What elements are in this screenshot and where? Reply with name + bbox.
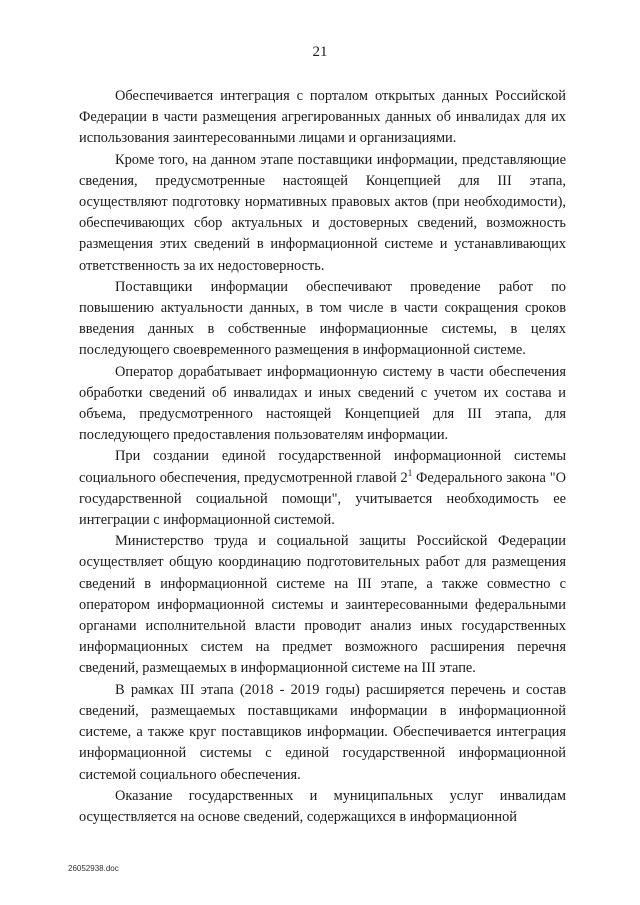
- paragraph: Кроме того, на данном этапе поставщики информации, представляющие сведения, предусмотренные настоящей Концепцией для III этапа, осуществляют подготовку нормативных правовых актов (при необходимости), обеспечивающих сбор актуальных и достоверных сведений, возможность размещения этих сведений в информационной системе и устанавливающих ответственность за их недостоверность.: [79, 151, 566, 274]
- paragraph: [79, 446, 566, 531]
- paragraph: Обеспечивается интеграция с порталом открытых данных Российской Федерации в части размещения агрегированных данных об инвалидах для их использования заинтересованными лицами и организациями.: [79, 88, 566, 147]
- paragraph: Оказание государственных и муниципальных услуг инвалидам осуществляется на основе сведений, содержащихся в информационной: [79, 787, 566, 825]
- paragraph-text: Федерального закона "О государственной социальной помощи", учитывается необходимость ее интеграции с информационной системой.: [79, 469, 566, 529]
- paragraph-text: При создании единой государственной информационной системы социального обеспечения, предусмотренной главой 2: [79, 448, 566, 486]
- page-number: 21: [312, 44, 328, 60]
- document-body: [79, 86, 566, 828]
- footer-doc-id: 26052938.doc: [68, 864, 119, 873]
- paragraph: Поставщики информации обеспечивают проведение работ по повышению актуальности данных, в том числе в части сокращения сроков введения данных в собственные информационные системы, в целях последующего своевременного размещения в информационной системе.: [79, 278, 566, 359]
- paragraph: В рамках III этапа (2018 - 2019 годы) расширяется перечень и состав сведений, размещаемых поставщиками информации в информационной системе, а также круг поставщиков информации. Обеспечивается интеграция информационной системы с единой государственной информационной системой социального обеспечения.: [79, 681, 566, 783]
- paragraph: Министерство труда и социальной защиты Российской Федерации осуществляет общую координацию подготовительных работ для размещения сведений в информационной системе на III этапе, а также совместно с оператором информационной системы и заинтересованными федеральными органами исполнительной власти проводит анализ иных государственных информационных систем на предмет возможного расширения перечня сведений, размещаемых в информационной системе на III этапе.: [79, 533, 566, 677]
- paragraph: Оператор дорабатывает информационную систему в части обеспечения обработки сведений об инвалидах и иных сведений с учетом их состава и объема, предусмотренного настоящей Концепцией для III этапа, для последующего предоставления пользователям информации.: [79, 363, 566, 444]
- superscript-chapter-number: 1: [407, 467, 413, 478]
